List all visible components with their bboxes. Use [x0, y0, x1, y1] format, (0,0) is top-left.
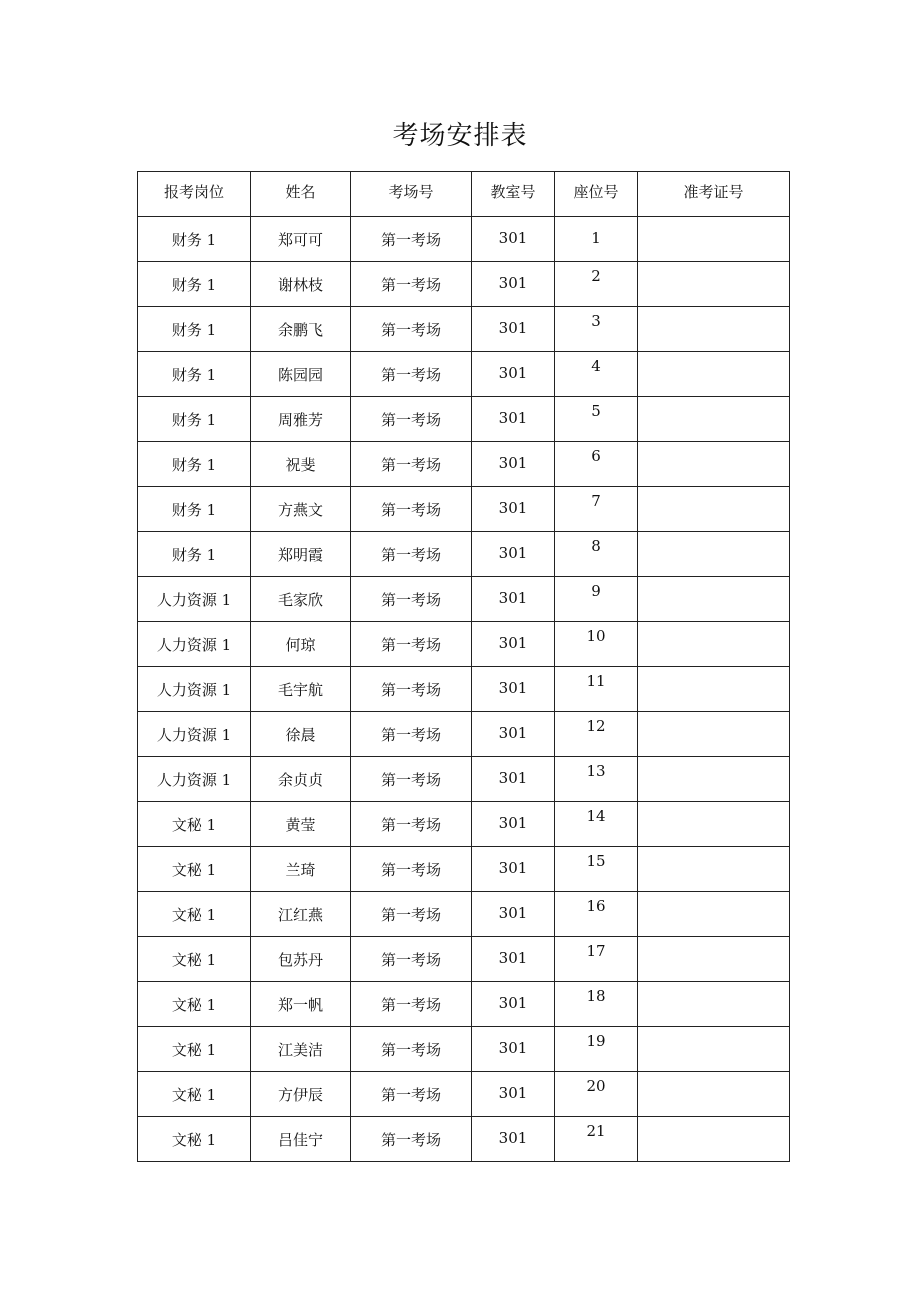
cell-position: 财务 1	[138, 352, 251, 397]
cell-ticket-number	[638, 307, 790, 352]
cell-position: 文秘 1	[138, 802, 251, 847]
cell-exam-room: 第一考场	[351, 937, 472, 982]
table-row	[138, 847, 790, 892]
cell-ticket-number	[638, 217, 790, 262]
cell-name: 余鹏飞	[251, 307, 351, 352]
header-position: 报考岗位	[138, 172, 251, 217]
cell-classroom: 301	[472, 1072, 555, 1117]
cell-exam-room: 第一考场	[351, 847, 472, 892]
cell-position: 财务 1	[138, 442, 251, 487]
cell-position: 文秘 1	[138, 1027, 251, 1072]
table-row	[138, 217, 790, 262]
cell-name: 陈园园	[251, 352, 351, 397]
cell-position: 人力资源 1	[138, 667, 251, 712]
cell-position: 文秘 1	[138, 982, 251, 1027]
table-row	[138, 982, 790, 1027]
cell-seat: 21	[555, 1117, 638, 1162]
cell-name: 毛家欣	[251, 577, 351, 622]
table-row	[138, 757, 790, 802]
header-classroom: 教室号	[472, 172, 555, 217]
cell-position: 人力资源 1	[138, 712, 251, 757]
cell-classroom: 301	[472, 487, 555, 532]
cell-name: 郑明霞	[251, 532, 351, 577]
table-row	[138, 712, 790, 757]
cell-name: 包苏丹	[251, 937, 351, 982]
cell-classroom: 301	[472, 757, 555, 802]
cell-ticket-number	[638, 487, 790, 532]
cell-exam-room: 第一考场	[351, 442, 472, 487]
cell-name: 何琼	[251, 622, 351, 667]
table-row	[138, 937, 790, 982]
cell-name: 兰琦	[251, 847, 351, 892]
page-title: 考场安排表	[392, 121, 528, 151]
cell-exam-room: 第一考场	[351, 1027, 472, 1072]
cell-seat: 10	[555, 622, 638, 667]
cell-seat: 4	[555, 352, 638, 397]
cell-ticket-number	[638, 622, 790, 667]
cell-exam-room: 第一考场	[351, 757, 472, 802]
cell-classroom: 301	[472, 622, 555, 667]
cell-exam-room: 第一考场	[351, 307, 472, 352]
cell-seat: 5	[555, 397, 638, 442]
cell-classroom: 301	[472, 667, 555, 712]
table-row	[138, 262, 790, 307]
cell-exam-room: 第一考场	[351, 262, 472, 307]
cell-position: 财务 1	[138, 307, 251, 352]
cell-seat: 12	[555, 712, 638, 757]
cell-classroom: 301	[472, 352, 555, 397]
cell-position: 文秘 1	[138, 892, 251, 937]
cell-seat: 8	[555, 532, 638, 577]
cell-ticket-number	[638, 577, 790, 622]
table-body	[138, 217, 790, 1162]
cell-position: 文秘 1	[138, 1072, 251, 1117]
cell-ticket-number	[638, 352, 790, 397]
cell-ticket-number	[638, 1117, 790, 1162]
cell-ticket-number	[638, 532, 790, 577]
table-row	[138, 307, 790, 352]
cell-ticket-number	[638, 262, 790, 307]
cell-seat: 6	[555, 442, 638, 487]
table-row	[138, 892, 790, 937]
cell-position: 人力资源 1	[138, 622, 251, 667]
exam-arrangement-table	[137, 171, 790, 1162]
cell-position: 财务 1	[138, 487, 251, 532]
cell-exam-room: 第一考场	[351, 802, 472, 847]
table-row	[138, 1117, 790, 1162]
cell-exam-room: 第一考场	[351, 397, 472, 442]
header-exam-room: 考场号	[351, 172, 472, 217]
cell-classroom: 301	[472, 1117, 555, 1162]
cell-name: 吕佳宁	[251, 1117, 351, 1162]
cell-position: 人力资源 1	[138, 757, 251, 802]
cell-classroom: 301	[472, 577, 555, 622]
cell-position: 财务 1	[138, 532, 251, 577]
table-row	[138, 1027, 790, 1072]
cell-seat: 13	[555, 757, 638, 802]
cell-name: 余贞贞	[251, 757, 351, 802]
header-name: 姓名	[251, 172, 351, 217]
cell-seat: 15	[555, 847, 638, 892]
table-row	[138, 397, 790, 442]
cell-seat: 1	[555, 217, 638, 262]
cell-position: 人力资源 1	[138, 577, 251, 622]
cell-seat: 11	[555, 667, 638, 712]
cell-classroom: 301	[472, 217, 555, 262]
cell-name: 祝斐	[251, 442, 351, 487]
cell-ticket-number	[638, 397, 790, 442]
cell-exam-room: 第一考场	[351, 667, 472, 712]
cell-classroom: 301	[472, 802, 555, 847]
cell-seat: 3	[555, 307, 638, 352]
table-row	[138, 352, 790, 397]
table-row	[138, 487, 790, 532]
cell-classroom: 301	[472, 442, 555, 487]
cell-name: 江红燕	[251, 892, 351, 937]
cell-classroom: 301	[472, 982, 555, 1027]
cell-name: 谢林枝	[251, 262, 351, 307]
cell-exam-room: 第一考场	[351, 1117, 472, 1162]
cell-classroom: 301	[472, 262, 555, 307]
cell-name: 方燕文	[251, 487, 351, 532]
cell-seat: 7	[555, 487, 638, 532]
cell-exam-room: 第一考场	[351, 487, 472, 532]
cell-exam-room: 第一考场	[351, 577, 472, 622]
cell-classroom: 301	[472, 847, 555, 892]
table-row	[138, 622, 790, 667]
table-row	[138, 1072, 790, 1117]
cell-exam-room: 第一考场	[351, 352, 472, 397]
cell-name: 周雅芳	[251, 397, 351, 442]
table-row	[138, 667, 790, 712]
cell-name: 毛宇航	[251, 667, 351, 712]
cell-classroom: 301	[472, 397, 555, 442]
cell-classroom: 301	[472, 532, 555, 577]
cell-seat: 18	[555, 982, 638, 1027]
cell-position: 文秘 1	[138, 847, 251, 892]
cell-classroom: 301	[472, 937, 555, 982]
cell-seat: 17	[555, 937, 638, 982]
cell-ticket-number	[638, 667, 790, 712]
cell-ticket-number	[638, 712, 790, 757]
cell-position: 财务 1	[138, 217, 251, 262]
cell-name: 方伊辰	[251, 1072, 351, 1117]
table-header-row	[138, 172, 790, 217]
cell-seat: 14	[555, 802, 638, 847]
cell-ticket-number	[638, 802, 790, 847]
cell-classroom: 301	[472, 892, 555, 937]
cell-seat: 2	[555, 262, 638, 307]
cell-seat: 16	[555, 892, 638, 937]
cell-ticket-number	[638, 442, 790, 487]
cell-name: 黄莹	[251, 802, 351, 847]
table-row	[138, 802, 790, 847]
cell-exam-room: 第一考场	[351, 1072, 472, 1117]
cell-ticket-number	[638, 757, 790, 802]
cell-ticket-number	[638, 847, 790, 892]
cell-ticket-number	[638, 892, 790, 937]
cell-seat: 20	[555, 1072, 638, 1117]
cell-exam-room: 第一考场	[351, 712, 472, 757]
table-row	[138, 532, 790, 577]
cell-position: 财务 1	[138, 397, 251, 442]
table-row	[138, 577, 790, 622]
cell-exam-room: 第一考场	[351, 532, 472, 577]
cell-name: 郑可可	[251, 217, 351, 262]
cell-name: 江美洁	[251, 1027, 351, 1072]
cell-exam-room: 第一考场	[351, 622, 472, 667]
cell-name: 徐晨	[251, 712, 351, 757]
header-seat: 座位号	[555, 172, 638, 217]
cell-seat: 19	[555, 1027, 638, 1072]
cell-ticket-number	[638, 982, 790, 1027]
table-row	[138, 442, 790, 487]
cell-ticket-number	[638, 1072, 790, 1117]
cell-ticket-number	[638, 937, 790, 982]
cell-position: 财务 1	[138, 262, 251, 307]
cell-position: 文秘 1	[138, 937, 251, 982]
cell-classroom: 301	[472, 712, 555, 757]
cell-exam-room: 第一考场	[351, 892, 472, 937]
cell-exam-room: 第一考场	[351, 217, 472, 262]
cell-position: 文秘 1	[138, 1117, 251, 1162]
cell-ticket-number	[638, 1027, 790, 1072]
cell-name: 郑一帆	[251, 982, 351, 1027]
cell-seat: 9	[555, 577, 638, 622]
cell-classroom: 301	[472, 307, 555, 352]
cell-classroom: 301	[472, 1027, 555, 1072]
header-ticket-number: 准考证号	[638, 172, 790, 217]
cell-exam-room: 第一考场	[351, 982, 472, 1027]
